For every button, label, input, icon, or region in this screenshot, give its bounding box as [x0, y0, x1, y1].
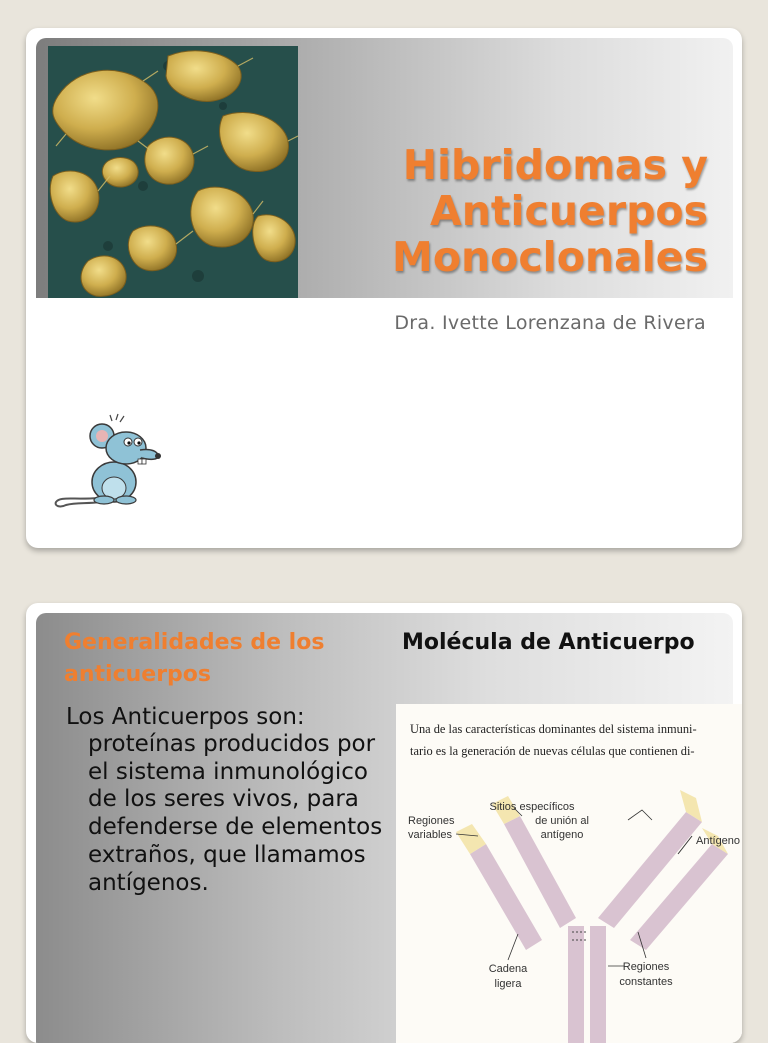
- mouse-clipart: [54, 412, 174, 512]
- hybridoma-cells-graphic: [48, 46, 298, 298]
- title-line-3: Monoclonales: [392, 233, 708, 281]
- label-regiones-variables-1: Regiones: [408, 815, 455, 827]
- label-sitios-2: de unión al: [535, 815, 589, 827]
- content-slide: [26, 603, 742, 1043]
- label-sitios-3: antígeno: [540, 829, 584, 841]
- label-regiones-variables-2: variables: [408, 829, 453, 841]
- left-column-heading: Generalidades de los anticuerpos: [64, 630, 325, 687]
- label-sitios-1: Sitios específicos: [489, 801, 575, 813]
- title-line-2: Anticuerpos: [429, 187, 708, 235]
- body-lead-text: Los Anticuerpos son:: [66, 704, 305, 730]
- title-slide: [26, 28, 742, 548]
- presentation-subtitle: Dra. Ivette Lorenzana de Rivera: [394, 312, 706, 334]
- presentation-title: [392, 142, 708, 280]
- mouse-icon: [54, 412, 174, 512]
- figure-text-line-2: tario es la generación de nuevas células que contienen di-: [410, 744, 695, 758]
- hybridoma-cells-photo: [48, 46, 298, 298]
- label-antigeno: Antígeno: [696, 835, 741, 847]
- body-paragraph: proteínas producidos por el sistema inmunológico de los seres vivos, para defenderse de elementos extraños, que llamamos antígenos.: [88, 731, 383, 896]
- antibody-diagram: [396, 704, 742, 1043]
- label-constantes-2: constantes: [619, 976, 673, 988]
- label-constantes-1: Regiones: [622, 961, 670, 973]
- figure-text-line-1: Una de las características dominantes del sistema inmuni-: [410, 722, 697, 736]
- label-cadena-2: ligera: [494, 978, 522, 990]
- title-line-1: Hibridomas y: [402, 141, 708, 189]
- antibody-figure: [396, 704, 742, 1043]
- right-column-heading: Molécula de Anticuerpo: [402, 630, 695, 655]
- label-cadena-1: Cadena: [488, 963, 528, 975]
